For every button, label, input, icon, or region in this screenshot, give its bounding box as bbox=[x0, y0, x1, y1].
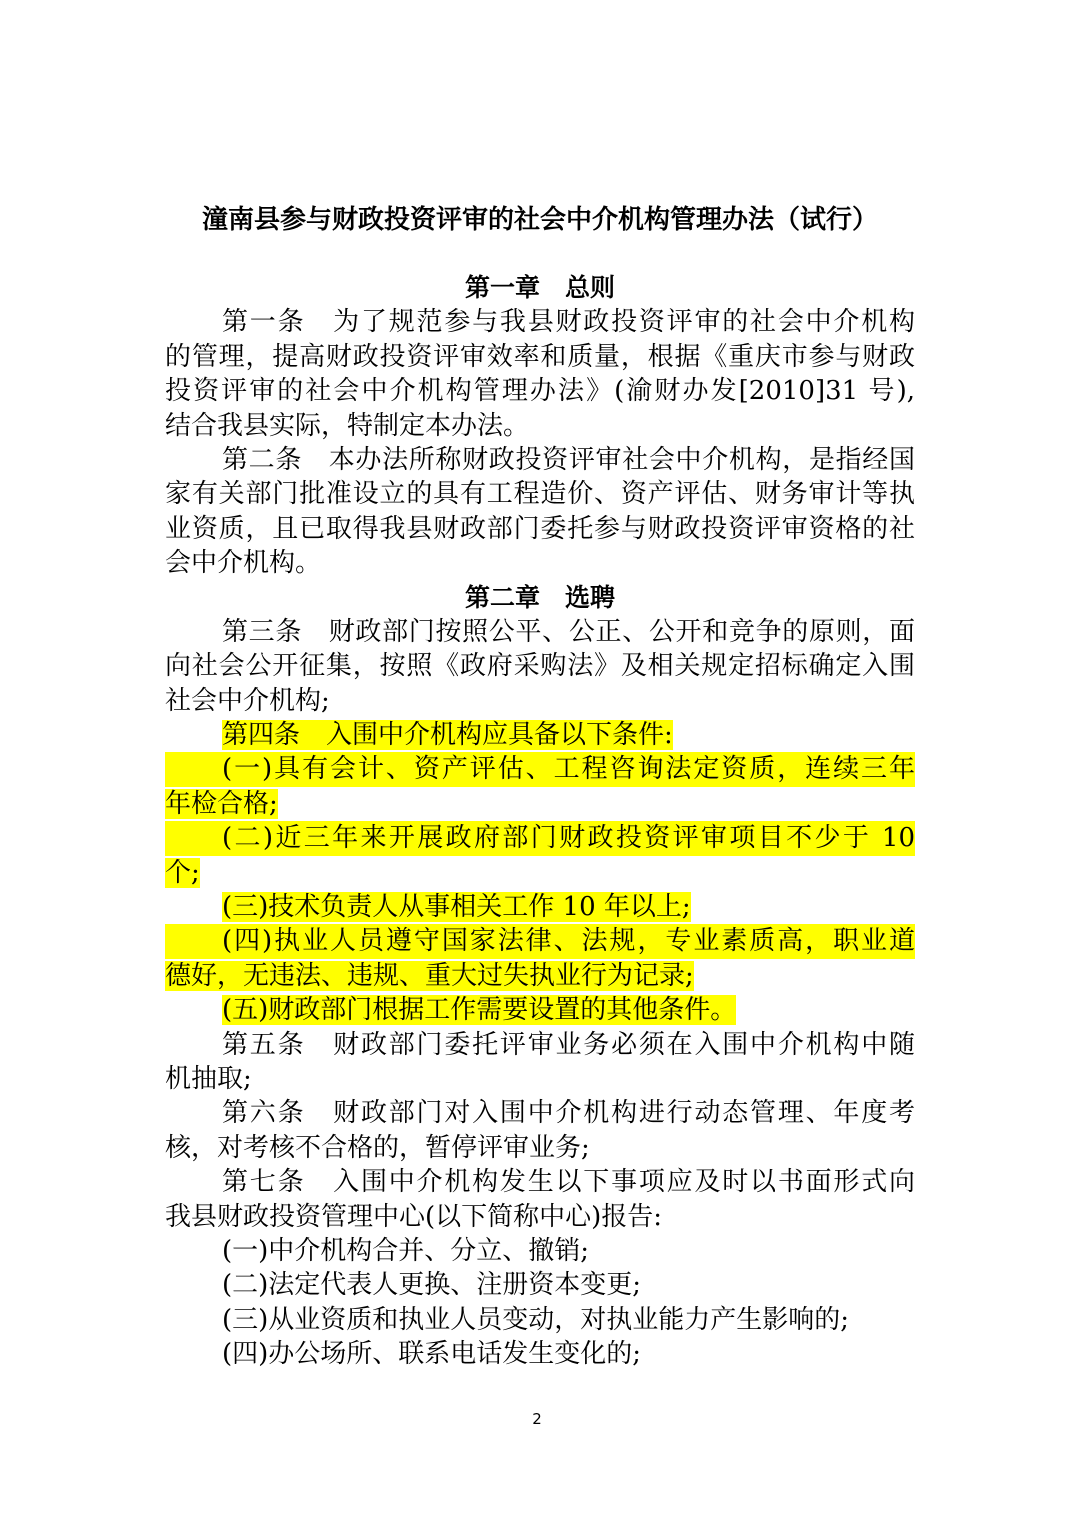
article-1-line-4: 结合我县实际，特制定本办法。 bbox=[165, 410, 530, 441]
article-1-line-3: 投资评审的社会中介机构管理办法》(渝财办发[2010]31 号), bbox=[165, 376, 915, 407]
article-4-item-5 bbox=[165, 993, 915, 1027]
article-6-line-1: 第六条 财政部门对入围中介机构进行动态管理、年度考 bbox=[222, 1098, 915, 1129]
article-3-line-1: 第三条 财政部门按照公平、公正、公开和竞争的原则，面 bbox=[222, 616, 915, 647]
article-4-item-4-line-2 bbox=[165, 959, 915, 993]
article-2-line-2: 家有关部门批准设立的具有工程造价、资产评估、财务审计等执 bbox=[165, 479, 915, 510]
article-2-line-3: 业资质，且已取得我县财政部门委托参与财政投资评审资格的社 bbox=[165, 513, 915, 544]
article-3-line-3: 社会中介机构; bbox=[165, 685, 330, 716]
document-title: 潼南县参与财政投资评审的社会中介机构管理办法（试行） bbox=[201, 205, 878, 235]
article-4-intro bbox=[165, 718, 915, 752]
highlighted-text: 个; bbox=[165, 857, 200, 888]
article-7-item-4: (四)办公场所、联系电话发生变化的; bbox=[222, 1339, 642, 1370]
article-7-line-1: 第七条 入围中介机构发生以下事项应及时以书面形式向 bbox=[222, 1167, 915, 1198]
highlighted-text: 德好，无违法、违规、重大过失执业行为记录; bbox=[165, 960, 694, 991]
article-6-line-2: 核，对考核不合格的，暂停评审业务; bbox=[165, 1132, 590, 1163]
article-1-line-2: 的管理，提高财政投资评审效率和质量，根据《重庆市参与财政 bbox=[165, 341, 915, 372]
page-number: 2 bbox=[532, 1410, 542, 1428]
article-4-item-1-line-1: (一)具有会计、资产评估、工程咨询法定资质，连续三年 bbox=[165, 752, 915, 786]
highlighted-text: 年检合格; bbox=[165, 788, 278, 819]
article-7-item-3: (三)从业资质和执业人员变动，对执业能力产生影响的; bbox=[222, 1304, 850, 1335]
article-1-line-1: 第一条 为了规范参与我县财政投资评审的社会中介机构 bbox=[222, 307, 915, 338]
highlighted-text: (五)财政部门根据工作需要设置的其他条件。 bbox=[222, 995, 737, 1026]
article-4-item-2-line-1: (二)近三年来开展政府部门财政投资评审项目不少于 10 bbox=[165, 821, 915, 855]
article-3-line-2: 向社会公开征集，按照《政府采购法》及相关规定招标确定入围 bbox=[165, 651, 915, 682]
highlighted-text: (三)技术负责人从事相关工作 10 年以上; bbox=[222, 892, 691, 923]
article-4-item-2-line-2 bbox=[165, 856, 915, 890]
chapter-2-heading: 第二章 选聘 bbox=[464, 582, 615, 612]
article-2-line-1: 第二条 本办法所称财政投资评审社会中介机构，是指经国 bbox=[222, 444, 915, 475]
article-5-line-2: 机抽取; bbox=[165, 1063, 252, 1094]
article-5-line-1: 第五条 财政部门委托评审业务必须在入围中介机构中随 bbox=[222, 1029, 915, 1060]
article-4-item-4-line-1: (四)执业人员遵守国家法律、法规，专业素质高，职业道 bbox=[165, 924, 915, 958]
article-7-item-2: (二)法定代表人更换、注册资本变更; bbox=[222, 1270, 642, 1301]
document-body bbox=[165, 271, 915, 1372]
article-7-item-1: (一)中介机构合并、分立、撤销; bbox=[222, 1235, 590, 1266]
chapter-1-heading: 第一章 总则 bbox=[464, 273, 615, 302]
article-7-line-2: 我县财政投资管理中心(以下简称中心)报告: bbox=[165, 1201, 663, 1232]
article-2-line-4: 会中介机构。 bbox=[165, 548, 322, 579]
highlighted-text: 第四条 入围中介机构应具备以下条件: bbox=[222, 720, 673, 751]
article-4-item-1-line-2 bbox=[165, 787, 915, 821]
article-4-item-3 bbox=[165, 890, 915, 924]
